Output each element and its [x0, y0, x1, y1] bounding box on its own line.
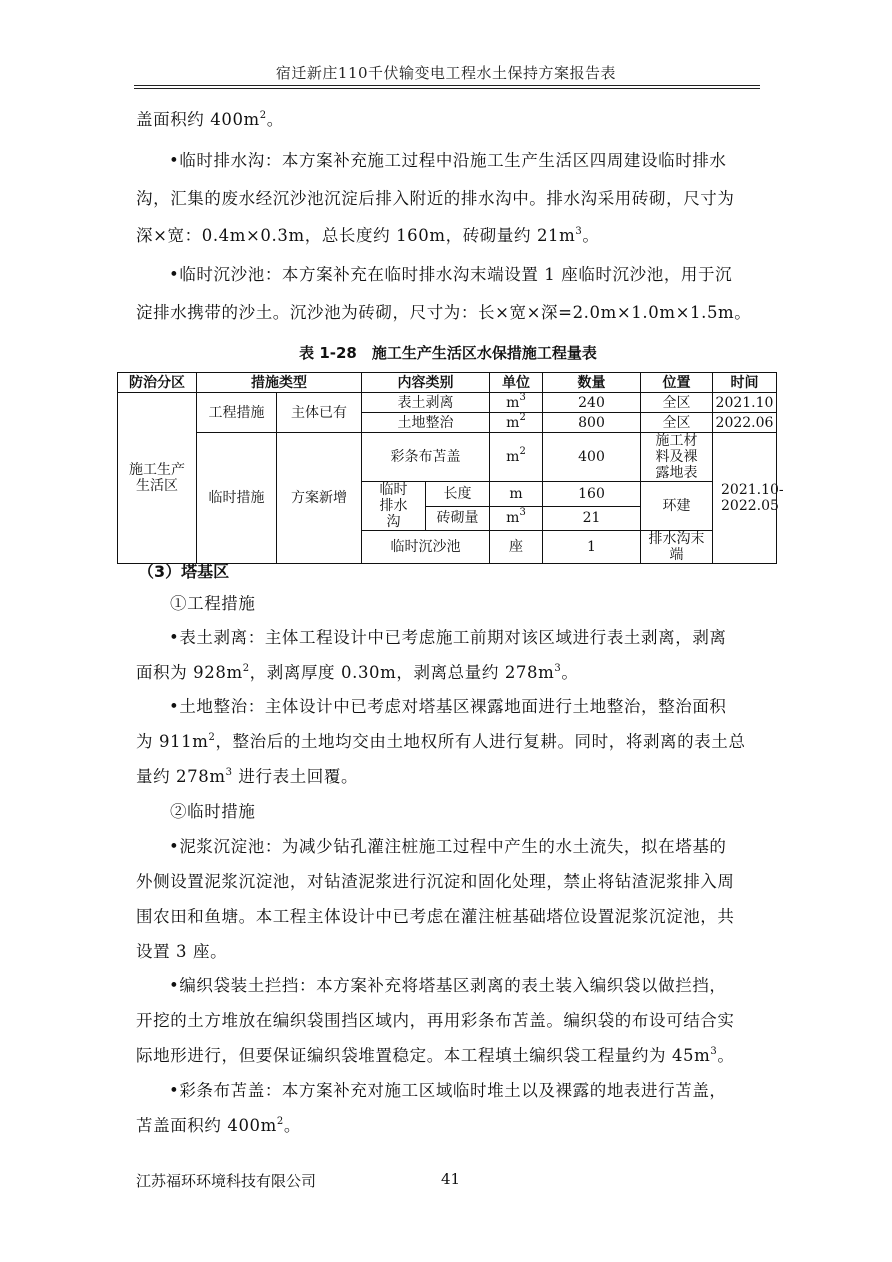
- content-cell: 彩条布苫盖: [362, 433, 490, 482]
- header-location: 位置: [641, 373, 713, 393]
- location-cell: 环建: [641, 482, 713, 531]
- quantity-cell: 160: [543, 482, 641, 507]
- paragraph-temp-drain: •临时排水沟：本方案补充施工过程中沿施工生产生活区四周建设临时排水 沟，汇集的废水经沉沙池沉淀后排入附近的排水沟中。排水沟采用砖砌，尺寸为 深×宽：0.4m×0.3m，总长度约 160m，砖砌量约 $21m^3$。: [136, 151, 735, 245]
- header-quantity: 数量: [543, 373, 641, 393]
- content-cell: 土地整治: [362, 413, 490, 433]
- paragraph-tarp-cover: •彩条布苫盖：本方案补充对施工区域临时堆土以及裸露的地表进行苫盖， 苫盖面积约 $400m^2$。: [136, 1081, 727, 1135]
- header-time: 时间: [713, 373, 777, 393]
- quantity-cell: 240: [543, 393, 641, 413]
- paragraph-land-rehab: •土地整治：主体设计中已考虑对塔基区裸露地面进行土地整治，整治面积 为 $911m^2$，整治后的土地均交由土地权所有人进行复耕。同时，将剥离的表土总 量约 $278m^3$ 进行表土回覆。: [136, 697, 746, 786]
- quantity-cell: 21: [543, 506, 641, 531]
- content-cell: 长度: [426, 482, 490, 507]
- location-cell: 施工材料及裸露地表: [641, 433, 713, 482]
- quantity-cell: 800: [543, 413, 641, 433]
- paragraph-topsoil-stripping: •表土剥离：主体工程设计中已考虑施工前期对该区域进行表土剥离，剥离 面积为 $928m^2$，剥离厚度 0.30m，剥离总量约 $278m^3$。: [136, 628, 727, 682]
- content-cell: 砖砌量: [426, 506, 490, 531]
- unit-cell: $m^3$: [490, 393, 543, 413]
- content-cell: 临时沉沙池: [362, 531, 490, 564]
- table-row: [118, 433, 777, 482]
- engineering-type-cell: 主体已有: [277, 393, 362, 433]
- table-header-row: [118, 373, 777, 393]
- paragraph-coverage-area: 盖面积约 $400m^2$。: [136, 110, 284, 129]
- footer-company: 江苏福环环境科技有限公司: [136, 1172, 317, 1190]
- location-cell: 全区: [641, 413, 713, 433]
- drain-group-cell: 临时排水沟: [362, 482, 426, 531]
- unit-cell: $m^2$: [490, 413, 543, 433]
- quantity-cell: 400: [543, 433, 641, 482]
- header-rule-thick: [134, 85, 760, 86]
- header-unit: 单位: [490, 373, 543, 393]
- zone-cell: 施工生产生活区: [118, 393, 197, 564]
- paragraph-mud-pond: •泥浆沉淀池：为减少钻孔灌注桩施工过程中产生的水土流失，拟在塔基的 外侧设置泥浆沉淀池，对钻渣泥浆进行沉淀和固化处理，禁止将钻渣泥浆排入周 围农田和鱼塘。本工程主体设计中已考虑在灌注桩基础塔位设置泥浆沉淀池，共 设置 3 座。: [136, 837, 735, 961]
- page-number: 41: [441, 1170, 461, 1188]
- header-zone: 防治分区: [118, 373, 197, 393]
- time-cell: 2021.10-2022.05: [713, 433, 777, 564]
- header-rule-thin: [134, 88, 760, 89]
- temporary-measure-cell: 临时措施: [197, 433, 277, 564]
- location-cell: 全区: [641, 393, 713, 413]
- unit-cell: 座: [490, 531, 543, 564]
- unit-cell: $m^3$: [490, 506, 543, 531]
- subheading-engineering: ①工程措施: [170, 594, 256, 613]
- paragraph-temp-sedimentation: •临时沉沙池：本方案补充在临时排水沟末端设置 1 座临时沉沙池，用于沉 淀排水携带的沙土。沉沙池为砖砌，尺寸为：长×宽×深=2.0m×1.0m×1.5m。: [136, 265, 752, 322]
- header-measure-type: 措施类型: [197, 373, 362, 393]
- content-cell: 表土剥离: [362, 393, 490, 413]
- measures-table: [117, 372, 784, 564]
- table-caption: 表 1-28 施工生产生活区水保措施工程量表: [299, 344, 597, 362]
- location-cell: 排水沟末端: [641, 531, 713, 564]
- engineering-measure-cell: 工程措施: [197, 393, 277, 433]
- unit-cell: m: [490, 482, 543, 507]
- unit-cell: $m^2$: [490, 433, 543, 482]
- time-cell: 2021.10: [713, 393, 777, 413]
- subheading-temporary: ②临时措施: [170, 802, 256, 821]
- table-row: [118, 393, 777, 413]
- quantity-cell: 1: [543, 531, 641, 564]
- header-content: 内容类别: [362, 373, 490, 393]
- paragraph-woven-bag: •编织袋装土拦挡：本方案补充将塔基区剥离的表土装入编织袋以做拦挡， 开挖的土方堆放在编织袋围挡区域内，再用彩条布苫盖。编织袋的布设可结合实 际地形进行，但要保证编织袋堆置稳定。本工程填土编织袋工程量约为 $45m^3$。: [136, 976, 735, 1065]
- page-header-title: 宿迁新庄110千伏输变电工程水土保持方案报告表: [275, 64, 617, 82]
- time-cell: 2022.06: [713, 413, 777, 433]
- temporary-type-cell: 方案新增: [277, 433, 362, 564]
- section-title-tower-base: （3）塔基区: [138, 562, 230, 581]
